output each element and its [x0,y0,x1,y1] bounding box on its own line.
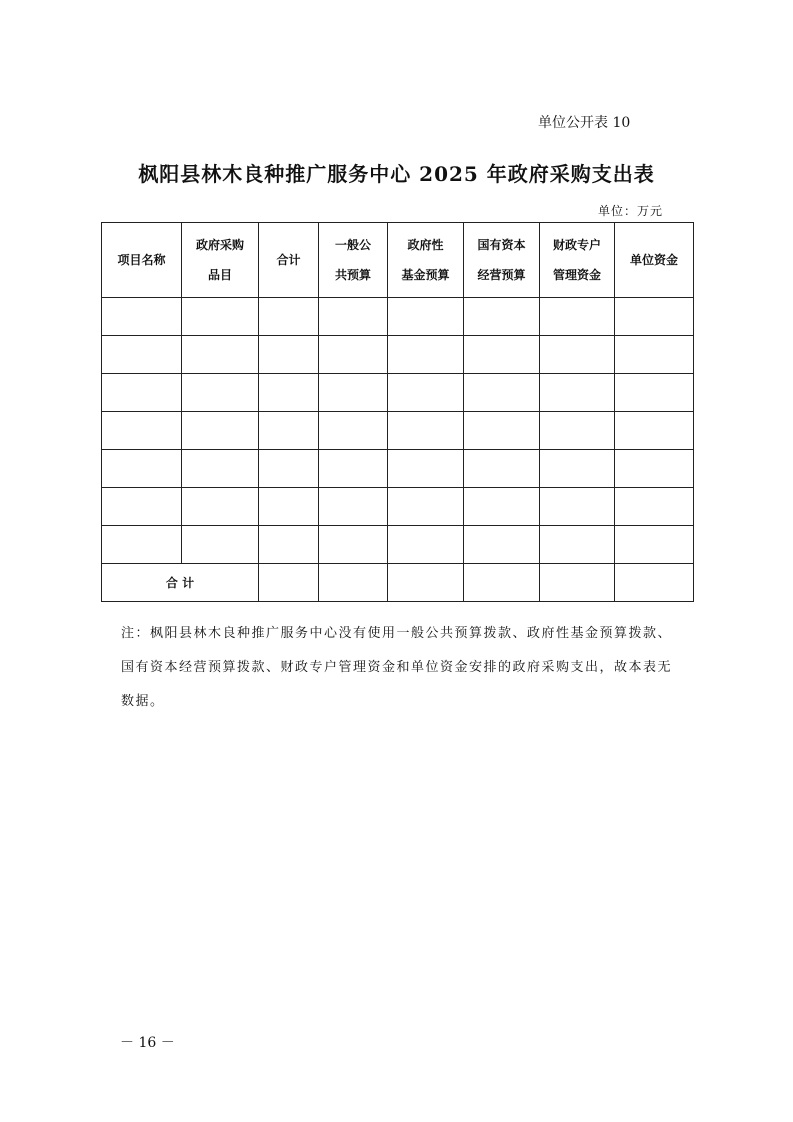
table-cell [615,412,694,450]
table-row [102,298,694,336]
table-cell [388,488,464,526]
form-number: 单位公开表 10 [538,115,631,131]
table-cell [259,450,319,488]
table-cell [319,374,388,412]
table-cell [259,488,319,526]
table-cell [182,488,259,526]
table-cell [388,526,464,564]
table-cell [464,298,540,336]
table-cell [319,488,388,526]
table-cell [259,336,319,374]
table-cell [388,374,464,412]
table-cell [102,412,182,450]
table-header [102,223,694,298]
table-cell [388,298,464,336]
table-row [102,450,694,488]
table-cell [259,298,319,336]
table-cell [464,336,540,374]
table-cell [319,412,388,450]
header-unit-funds: 单位资金 [615,223,694,298]
header-government-fund-budget: 政府性 基金预算 [388,223,464,298]
table-cell [259,374,319,412]
table-cell [464,488,540,526]
table-cell [319,298,388,336]
table-cell [464,526,540,564]
total-row [102,564,694,602]
table-cell [388,564,464,602]
table-cell [102,526,182,564]
table-body [102,298,694,564]
table-cell [464,412,540,450]
table-cell [102,336,182,374]
table-cell [102,488,182,526]
table-cell [464,564,540,602]
table-cell [540,450,615,488]
table-cell [540,564,615,602]
table-cell [615,488,694,526]
table-cell [319,526,388,564]
table-row [102,336,694,374]
table-cell [540,488,615,526]
table-cell [540,412,615,450]
table-cell [540,336,615,374]
header-state-capital-budget: 国有资本 经营预算 [464,223,540,298]
table-cell [615,526,694,564]
table-row [102,374,694,412]
table-cell [182,374,259,412]
note-text: 注：枫阳县林木良种推广服务中心没有使用一般公共预算拨款、政府性基金预算拨款、国有资本经营预算拨款、财政专户管理资金和单位资金安排的政府采购支出，故本表无数据。 [121,626,673,709]
table-cell [319,564,388,602]
table-cell [615,298,694,336]
table-cell [615,450,694,488]
document-title: 枫阳县林木良种推广服务中心 2025 年政府采购支出表 [138,162,655,186]
table-cell [615,374,694,412]
header-procurement-category: 政府采购 品目 [182,223,259,298]
table-cell [182,450,259,488]
table-cell [388,412,464,450]
total-label: 合 计 [102,564,259,602]
header-fiscal-account-funds: 财政专户 管理资金 [540,223,615,298]
table-footer [102,564,694,602]
header-general-budget: 一般公 共预算 [319,223,388,298]
table-cell [615,336,694,374]
table-cell [540,298,615,336]
table-cell [182,336,259,374]
table-cell [182,412,259,450]
procurement-table [101,222,694,602]
table-cell [540,374,615,412]
table-cell [464,374,540,412]
header-project-name: 项目名称 [102,223,182,298]
table-cell [259,526,319,564]
table-cell [182,298,259,336]
table-cell [388,450,464,488]
table-row [102,488,694,526]
page-number: － 16 － [120,1035,175,1051]
table-cell [102,450,182,488]
table-cell [259,412,319,450]
table-cell [102,374,182,412]
table-cell [319,450,388,488]
table-cell [540,526,615,564]
table-cell [615,564,694,602]
table-row [102,412,694,450]
table-cell [259,564,319,602]
table-row [102,526,694,564]
table-cell [464,450,540,488]
table-cell [388,336,464,374]
header-total: 合计 [259,223,319,298]
table-cell [319,336,388,374]
table-cell [102,298,182,336]
table-cell [182,526,259,564]
unit-label: 单位：万元 [598,204,664,218]
